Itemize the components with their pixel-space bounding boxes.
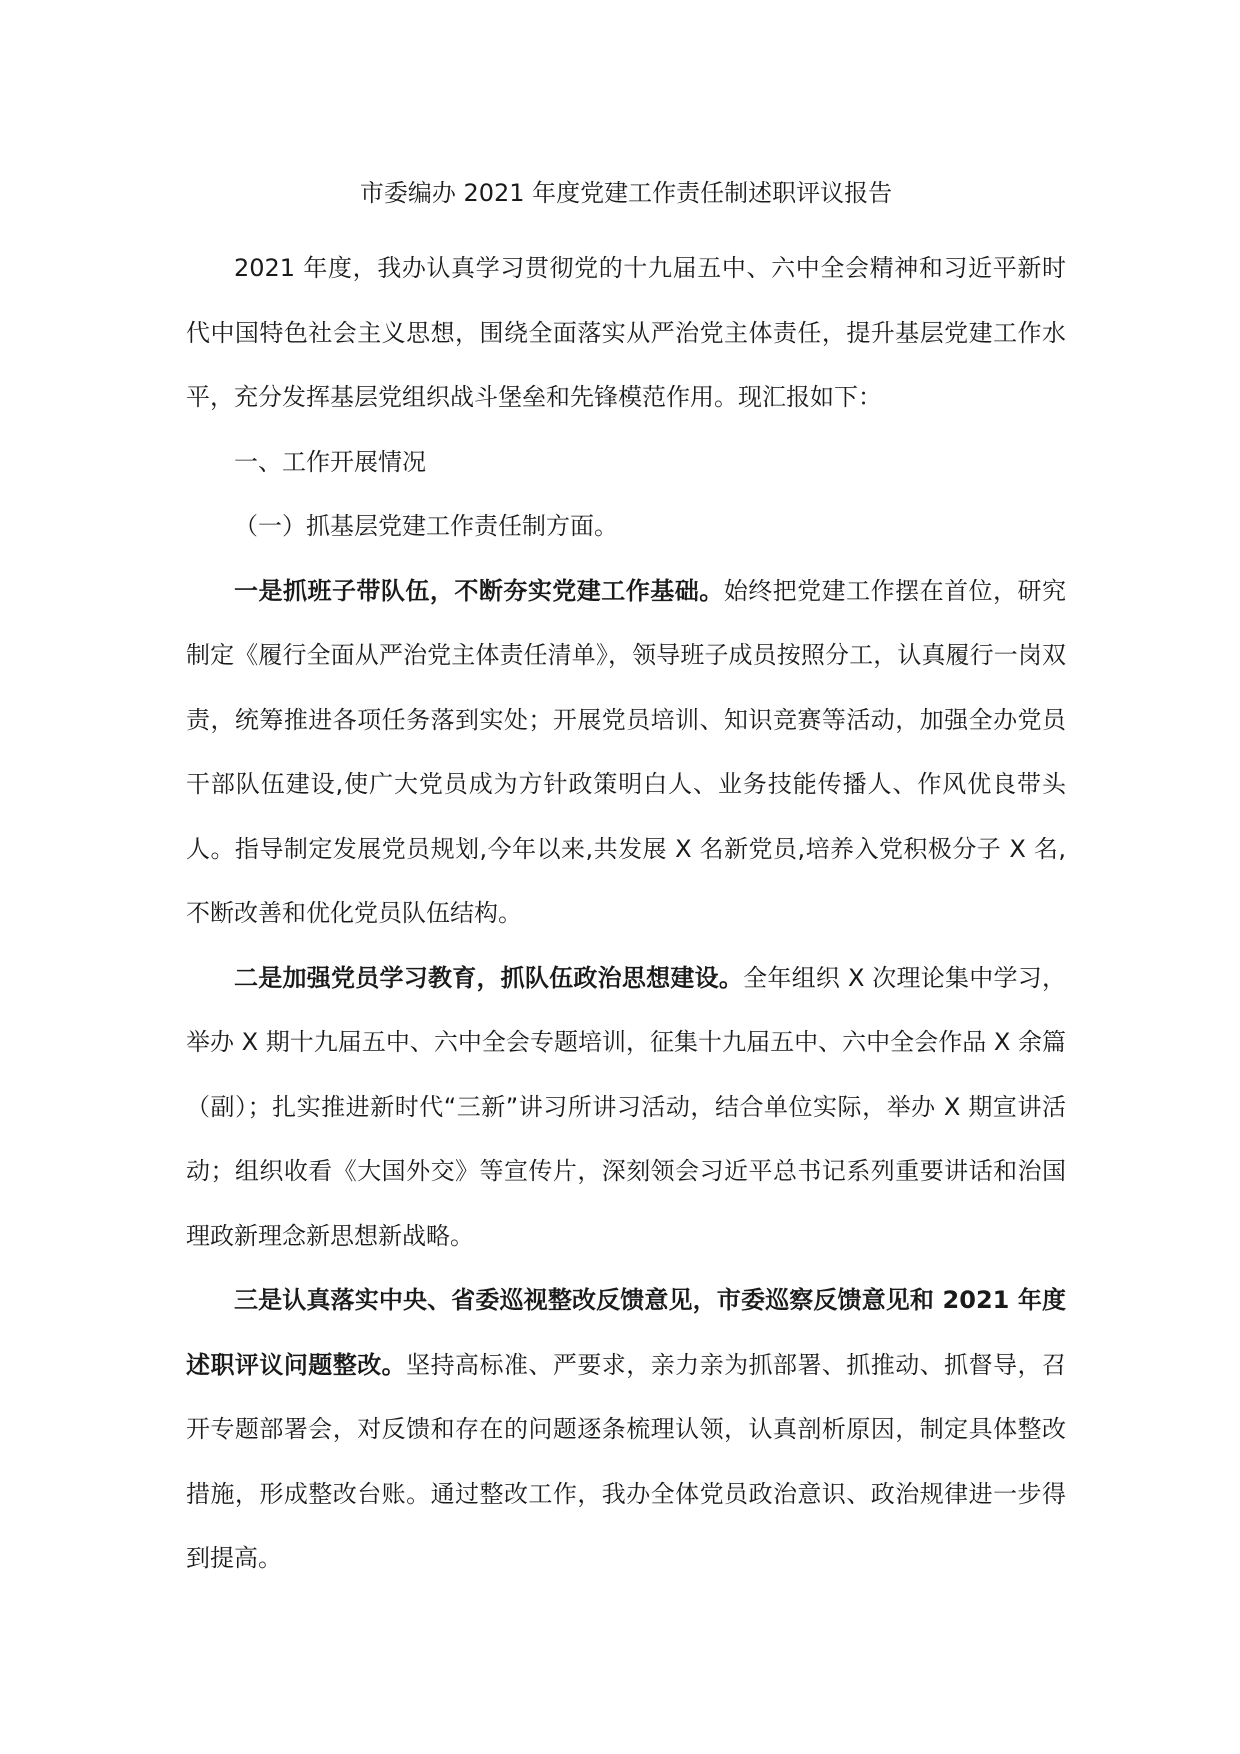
item-body-2: 全年组织 X 次理论集中学习，举办 X 期十九届五中、六中全会专题培训，征集十九届五中、六中全会作品 X 余篇（副）；扎实推进新时代“三新”讲习所讲习活动，结合单位实际，举办 X 期宣讲活动；组织收看《大国外交》等宣传片，深刻领会习近平总书记系列重要讲话和治国理政新理念新思想新战略。: [186, 963, 1066, 1250]
item-lead-3: 三是认真落实中央、省委巡视整改反馈意见，市委巡察反馈意见和 2021 年度述职评议问题整改。: [186, 1286, 1066, 1379]
item-lead-1: 一是抓班子带队伍，不断夯实党建工作基础。: [234, 576, 724, 605]
document-title: 市委编办 2021 年度党建工作责任制述职评议报告: [359, 179, 893, 207]
item-paragraph-3: [186, 1268, 1066, 1591]
intro-paragraph: 2021 年度，我办认真学习贯彻党的十九届五中、六中全会精神和习近平新时代中国特色社会主义思想，围绕全面落实从严治党主体责任，提升基层党建工作水平，充分发挥基层党组织战斗堡垒和先锋模范作用。现汇报如下：: [186, 254, 1066, 411]
document-body: [186, 172, 1066, 1591]
item-body-1: 始终把党建工作摆在首位，研究制定《履行全面从严治党主体责任清单》，领导班子成员按照分工，认真履行一岗双责，统筹推进各项任务落到实处；开展党员培训、知识竞赛等活动，加强全办党员干部队伍建设,使广大党员成为方针政策明白人、业务技能传播人、作风优良带头人。指导制定发展党员规划,今年以来,共发展 X 名新党员,培养入党积极分子 X 名,不断改善和优化党员队伍结构。: [186, 576, 1067, 927]
item-lead-2: 二是加强党员学习教育，抓队伍政治思想建设。: [234, 963, 744, 992]
subsection-heading: （一）抓基层党建工作责任制方面。: [234, 512, 618, 540]
section-heading: 一、工作开展情况: [234, 447, 426, 476]
item-paragraph-2: [186, 946, 1066, 1269]
item-paragraph-1: [186, 559, 1066, 946]
item-body-3: 坚持高标准、严要求，亲力亲为抓部署、抓推动、抓督导，召开专题部署会，对反馈和存在的问题逐条梳理认领，认真剖析原因，制定具体整改措施，形成整改台账。通过整改工作，我办全体党员政治意识、政治规律进一步得到提高。: [186, 1350, 1067, 1572]
